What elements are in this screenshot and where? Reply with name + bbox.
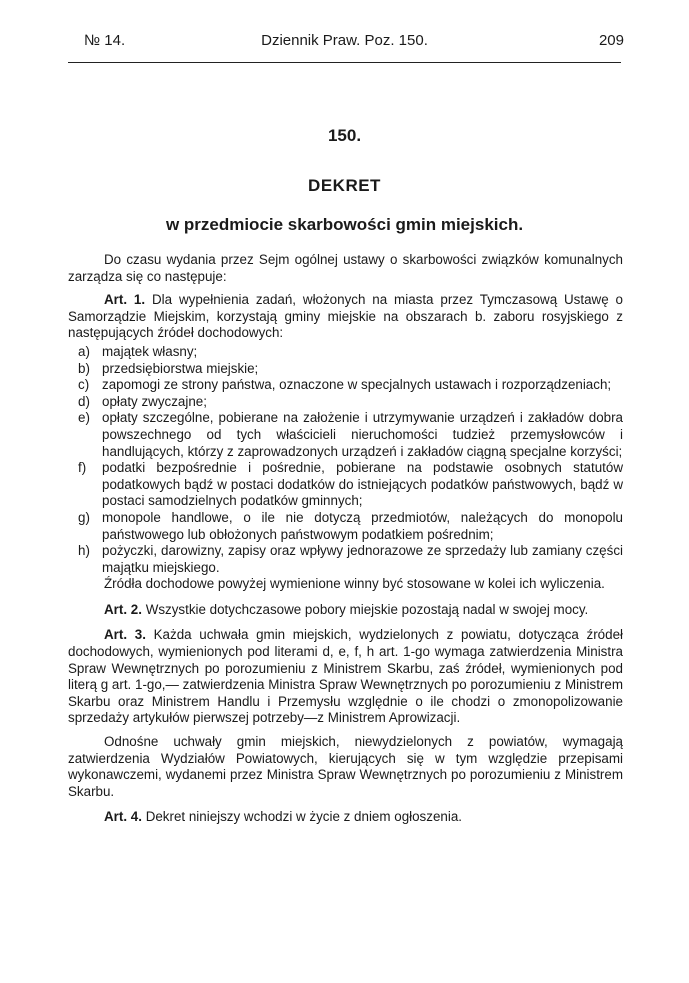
article-2 [68,602,623,619]
item-letter: f) [78,460,87,476]
header-rule [68,62,621,63]
item-letter: h) [78,543,90,559]
item-text: opłaty zwyczajne; [102,393,207,409]
preamble: Do czasu wydania przez Sejm ogólnej ustawy o skarbowości związków komunalnych zarządza się co następuje: [68,252,623,284]
item-text: monopole handlowe, o ile nie dotyczą przedmiotów, należących do monopolu państwowego lub obłożonych państwowym podatkiem pośrednim; [102,509,623,542]
item-text: podatki bezpośrednie i pośrednie, pobierane na podstawie osobnych statutów podatkowych bądź w postaci dodatków do istniejących podatków państwowych, bądź w postaci samodzielnych podatków gminnych; [102,460,623,509]
list-item [68,394,623,411]
item-text: opłaty szczególne, pobierane na założenie i utrzymywanie urządzeń i zakładów dobra powszechnego od tych właścicieli nieruchomości tudzież przemysłowców i handlujących, którzy z zaprowadzonych urządzeń i zakładów ciągną specjalne korzyści; [102,410,623,459]
item-letter: d) [78,393,90,409]
issue-number: № 14. [84,32,126,49]
item-text: majątek własny; [102,343,198,359]
page-number: 209 [598,32,624,49]
decree-title: DEKRET [308,176,381,195]
list-item [68,377,623,394]
article-1 [68,292,623,342]
income-sources-list [68,344,623,576]
item-text: zapomogi ze strony państwa, oznaczone w specjalnych ustawach i rozporządzeniach; [102,377,612,393]
article-1-text: Dla wypełnienia zadań, włożonych na miasta przez Tymczasową Ustawę o Samorządzie Miejskim, korzystają gminy miejskie na obszarach b. zaboru rosyjskiego z następujących źródeł dochodowych: [68,292,623,341]
article-4-text: Dekret niniejszy wchodzi w życie z dniem ogłoszenia. [145,809,462,825]
list-item [68,510,623,543]
item-text: przedsiębiorstwa miejskie; [102,360,259,376]
article-3-text: Każda uchwała gmin miejskich, wydzielonych z powiatu, dotycząca źródeł dochodowych, wymienionych pod literami d, e, f, h art. 1-go wymaga zatwierdzenia Ministra Spraw Wewnętrznych po porozumieniu z Ministrem Skarbu, zaś źródeł, wymienionych pod literą g art. 1-go,— zatwierdzenia Ministra Spraw Wewnętrznych po porozumieniu z Ministrem Skarbu oraz Ministrem Handlu i Przemysłu względnie o ile chodzi o zmonopolizowanie sprzedaży artykułów pierwszej potrzeby—z Ministrem Aprowizacji. [68,627,623,726]
list-item [68,361,623,378]
article-2-text: Wszystkie dotychczasowe pobory miejskie pozostają nadal w swojej mocy. [145,601,589,617]
article-3 [68,627,623,727]
item-text: pożyczki, darowizny, zapisy oraz wpływy jednorazowe ze sprzedaży lub zamiany części majątku miejskiego. [102,543,623,575]
article-4 [68,809,623,826]
list-item [68,543,623,576]
list-item [68,344,623,361]
article-3-label: Art. 3. [104,627,146,643]
item-letter: a) [78,343,90,359]
decree-body [68,252,623,826]
item-letter: c) [78,377,90,393]
journal-reference: Dziennik Praw. Poz. 150. [261,32,428,49]
article-4-label: Art. 4. [104,809,142,825]
page-header [68,30,624,54]
article-2-label: Art. 2. [104,601,142,617]
article-3-paragraph-2: Odnośne uchwały gmin miejskich, niewydzielonych z powiatów, wymagają zatwierdzenia Wydziałów Powiatowych, kierujących się w tym względzie przepisami wykonawczemi, wydanemi przez Ministra Spraw Wewnętrznych po porozumieniu z Ministrem Skarbu. [68,734,623,799]
article-1-closing: Źródła dochodowe powyżej wymienione winny być stosowane w kolei ich wyliczenia. [104,576,605,592]
article-1-label: Art. 1. [104,292,146,308]
item-letter: e) [78,410,90,426]
position-number: 150. [327,126,362,145]
list-item [68,460,623,510]
list-item [68,410,623,460]
item-letter: g) [78,509,90,525]
decree-subtitle: w przedmiocie skarbowości gmin miejskich. [165,215,524,234]
item-letter: b) [78,360,90,376]
